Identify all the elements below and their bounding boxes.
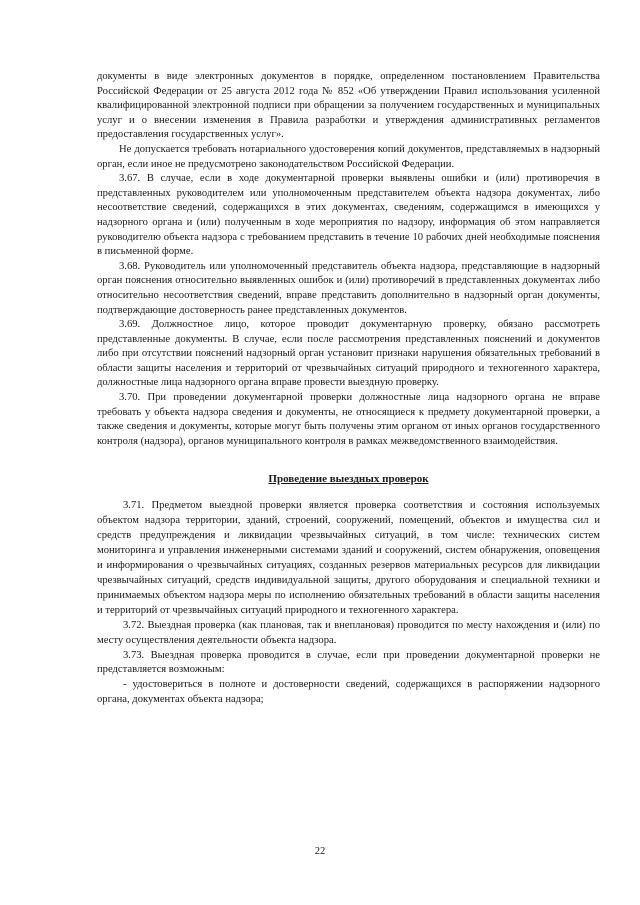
paragraph: 3.73. Выездная проверка проводится в случае, если при проведении документарной проверки не представляется возможным:: [97, 649, 600, 676]
document-body-bottom: [97, 499, 600, 708]
paragraph: 3.69. Должностное лицо, которое проводит документарную проверку, обязано рассмотреть представленные документы. В случае, если после рассмотрения представленных пояснений и документов либо при отсутствии пояснений надзорный орган установит признаки нарушения обязательных требований в области защиты населения и территорий от чрезвычайных ситуаций природного и техногенного характера, должностные лица надзорного органа вправе провести выездную проверку.: [97, 319, 600, 389]
paragraph: - удостовериться в полноте и достоверности сведений, содержащихся в распоряжении надзорного органа, документах объекта надзора;: [97, 679, 600, 706]
paragraph: документы в виде электронных документов в порядке, определенном постановлением Правительства Российской Федерации от 25 августа 2012 года № 852 «Об утверждении Правил использования усиленной квалифицированной электронной подписи при обращении за получением государственных и муниципальных услуг и о внесении изменения в Правила разработки и утверждения административных регламентов предоставления государственных услуг».: [97, 71, 600, 141]
paragraph: 3.68. Руководитель или уполномоченный представитель объекта надзора, представляющие в надзорный орган пояснения относительно выявленных ошибок и (или) противоречий в представленных документах либо относительно несоответствия сведений, вправе представить дополнительно в надзорный орган документы, подтверждающие достоверность ранее представленных документов.: [97, 260, 600, 316]
paragraph: 3.71. Предметом выездной проверки является проверка соответствия и состояния используемых объектом надзора территории, зданий, строений, сооружений, помещений, объектов и имущества сил и средств предупреждения и ликвидации чрезвычайных ситуаций, в том числе: технических систем мониторинга и управления инженерными системами зданий и сооружений, систем обнаружения, оповещения и информирования о чрезвычайных ситуациях, созданных резервов материальных ресурсов для ликвидации чрезвычайных ситуаций, средств индивидуальной защиты, другого оборудования и специальной техники и принимаемых объектом надзора меры по исполнению обязательных требований в области защиты населения и территорий от чрезвычайных ситуаций природного и техногенного характера.: [97, 500, 600, 616]
section-title: Проведение выездных проверок: [268, 473, 429, 486]
page-number: 22: [314, 846, 326, 857]
paragraph: 3.70. При проведении документарной проверки должностные лица надзорного органа не вправе требовать у объекта надзора сведения и документы, не относящиеся к предмету документарной проверки, а также сведения и документы, которые могут быть получены этим органом от иных органов государственного контроля (надзора), органов муниципального контроля в рамках межведомственного взаимодействия.: [97, 392, 600, 447]
document-body-top: [97, 70, 600, 449]
paragraph: 3.67. В случае, если в ходе документарной проверки выявлены ошибки и (или) противоречия в представленных руководителем или уполномоченным представителем объекта надзора документах, либо несоответствие сведений, содержащихся в этих документах, сведениям, содержащимся в имеющихся у надзорного органа и (или) полученным в ходе мероприятия по надзору, информация об этом направляется руководителю объекта надзора с требованием представить в течение 10 рабочих дней необходимые пояснения в письменной форме.: [97, 173, 600, 258]
paragraph: 3.72. Выездная проверка (как плановая, так и внеплановая) проводится по месту нахождения и (или) по месту осуществления деятельности объекта надзора.: [97, 619, 600, 646]
paragraph: Не допускается требовать нотариального удостоверения копий документов, представляемых в надзорный орган, если иное не предусмотрено законодательством Российской Федерации.: [97, 143, 600, 170]
